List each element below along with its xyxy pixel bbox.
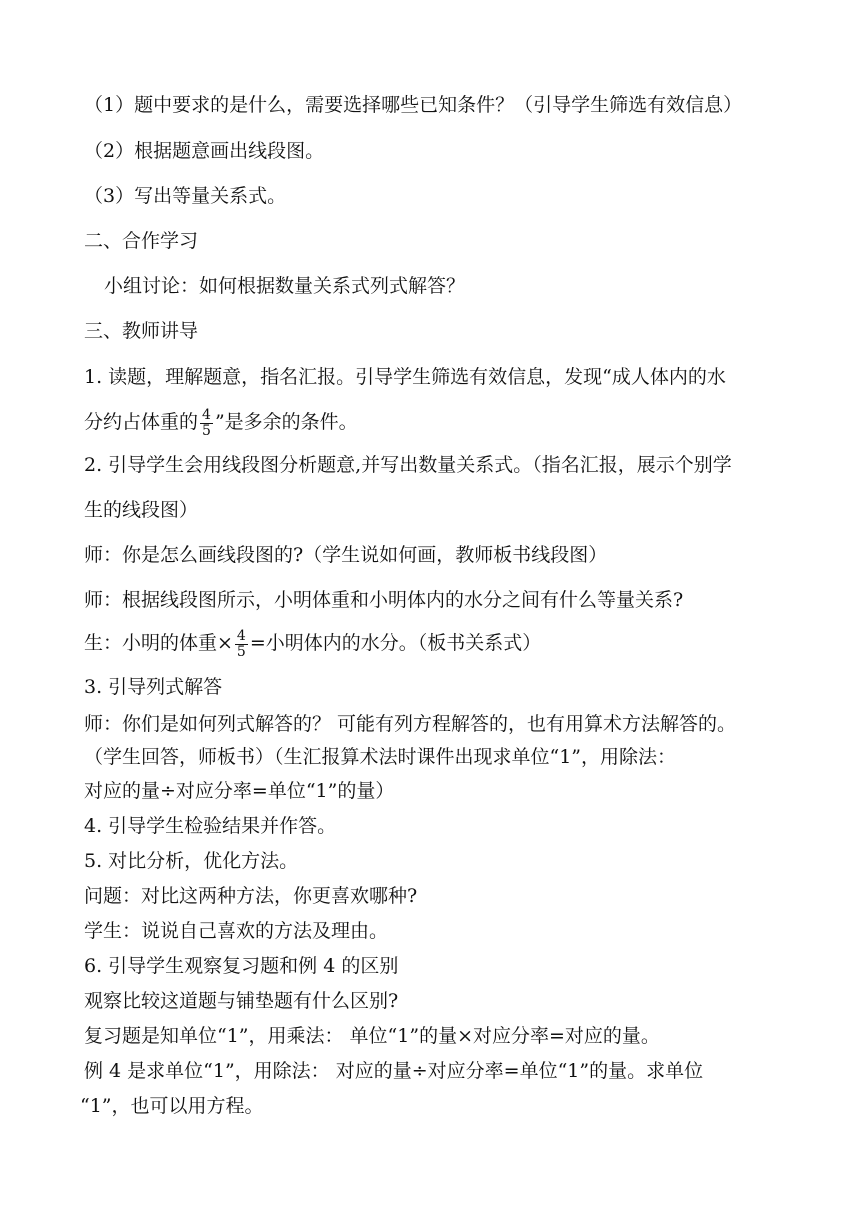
student-answer xyxy=(84,625,541,661)
student-response: 学生：说说自己喜欢的方法及理由。 xyxy=(84,920,389,942)
step-1-text-before: 分约占体重的 xyxy=(84,411,199,433)
question-prompt: 问题：对比这两种方法，你更喜欢哪种? xyxy=(84,885,418,907)
fraction-numerator: 4 xyxy=(202,406,211,423)
section-heading-cooperative: 二、合作学习 xyxy=(84,230,199,252)
step-2-line-1: 2. 引导学生会用线段图分析题意,并写出数量关系式。（指名汇报，展示个别学 xyxy=(84,454,732,476)
review-problem: 复习题是知单位“1”，用乘法： 单位“1”的量×对应分率=对应的量。 xyxy=(84,1025,660,1047)
step-5: 5. 对比分析，优化方法。 xyxy=(84,850,299,872)
teacher-question-1: 师：你是怎么画线段图的?（学生说如何画，教师板书线段图） xyxy=(84,544,608,566)
fraction-numerator: 4 xyxy=(236,627,246,644)
teacher-question-3-cont: （学生回答，师板书）（生汇报算术法时课件出现求单位“1”，用除法： xyxy=(84,746,677,768)
question-3: （3）写出等量关系式。 xyxy=(84,185,287,207)
step-3: 3. 引导列式解答 xyxy=(84,676,223,698)
example-4-line-2: “1”，也可以用方程。 xyxy=(80,1095,264,1117)
fraction-denominator: 5 xyxy=(202,422,211,439)
example-4-line-1: 例 4 是求单位“1”，用除法： 对应的量÷对应分率=单位“1”的量。求单位 xyxy=(84,1060,704,1082)
step-4: 4. 引导学生检验结果并作答。 xyxy=(84,815,337,837)
step-1-line-1: 1. 读题，理解题意，指名汇报。引导学生筛选有效信息，发现“成人体内的水 xyxy=(84,366,726,388)
teacher-question-2: 师：根据线段图所示，小明体重和小明体内的水分之间有什么等量关系? xyxy=(84,589,684,611)
teacher-question-3-formula: 对应的量÷对应分率=单位“1”的量） xyxy=(84,780,395,802)
question-1: （1）题中要求的是什么，需要选择哪些已知条件？（引导学生筛选有效信息） xyxy=(84,94,743,116)
fraction-denominator: 5 xyxy=(236,643,246,660)
teacher-question-3: 师：你们是如何列式解答的？ 可能有列方程解答的，也有用算术方法解答的。 xyxy=(84,713,737,735)
student-answer-after: =小明体内的水分。（板书关系式） xyxy=(249,632,542,654)
section-heading-teacher: 三、教师讲导 xyxy=(84,320,199,342)
student-answer-before: 生：小明的体重× xyxy=(84,632,233,654)
step-1-line-2 xyxy=(84,404,358,440)
fraction-four-fifths-2 xyxy=(235,629,248,660)
fraction-four-fifths xyxy=(200,408,213,439)
step-6: 6. 引导学生观察复习题和例 4 的区别 xyxy=(84,955,399,977)
question-2: （2）根据题意画出线段图。 xyxy=(84,140,325,162)
step-1-text-after: ”是多余的条件。 xyxy=(214,411,358,433)
observe-compare: 观察比较这道题与铺垫题有什么区别? xyxy=(84,990,399,1012)
step-2-line-2: 生的线段图） xyxy=(84,499,199,521)
group-discussion: 小组讨论：如何根据数量关系式列式解答？ xyxy=(104,275,466,297)
